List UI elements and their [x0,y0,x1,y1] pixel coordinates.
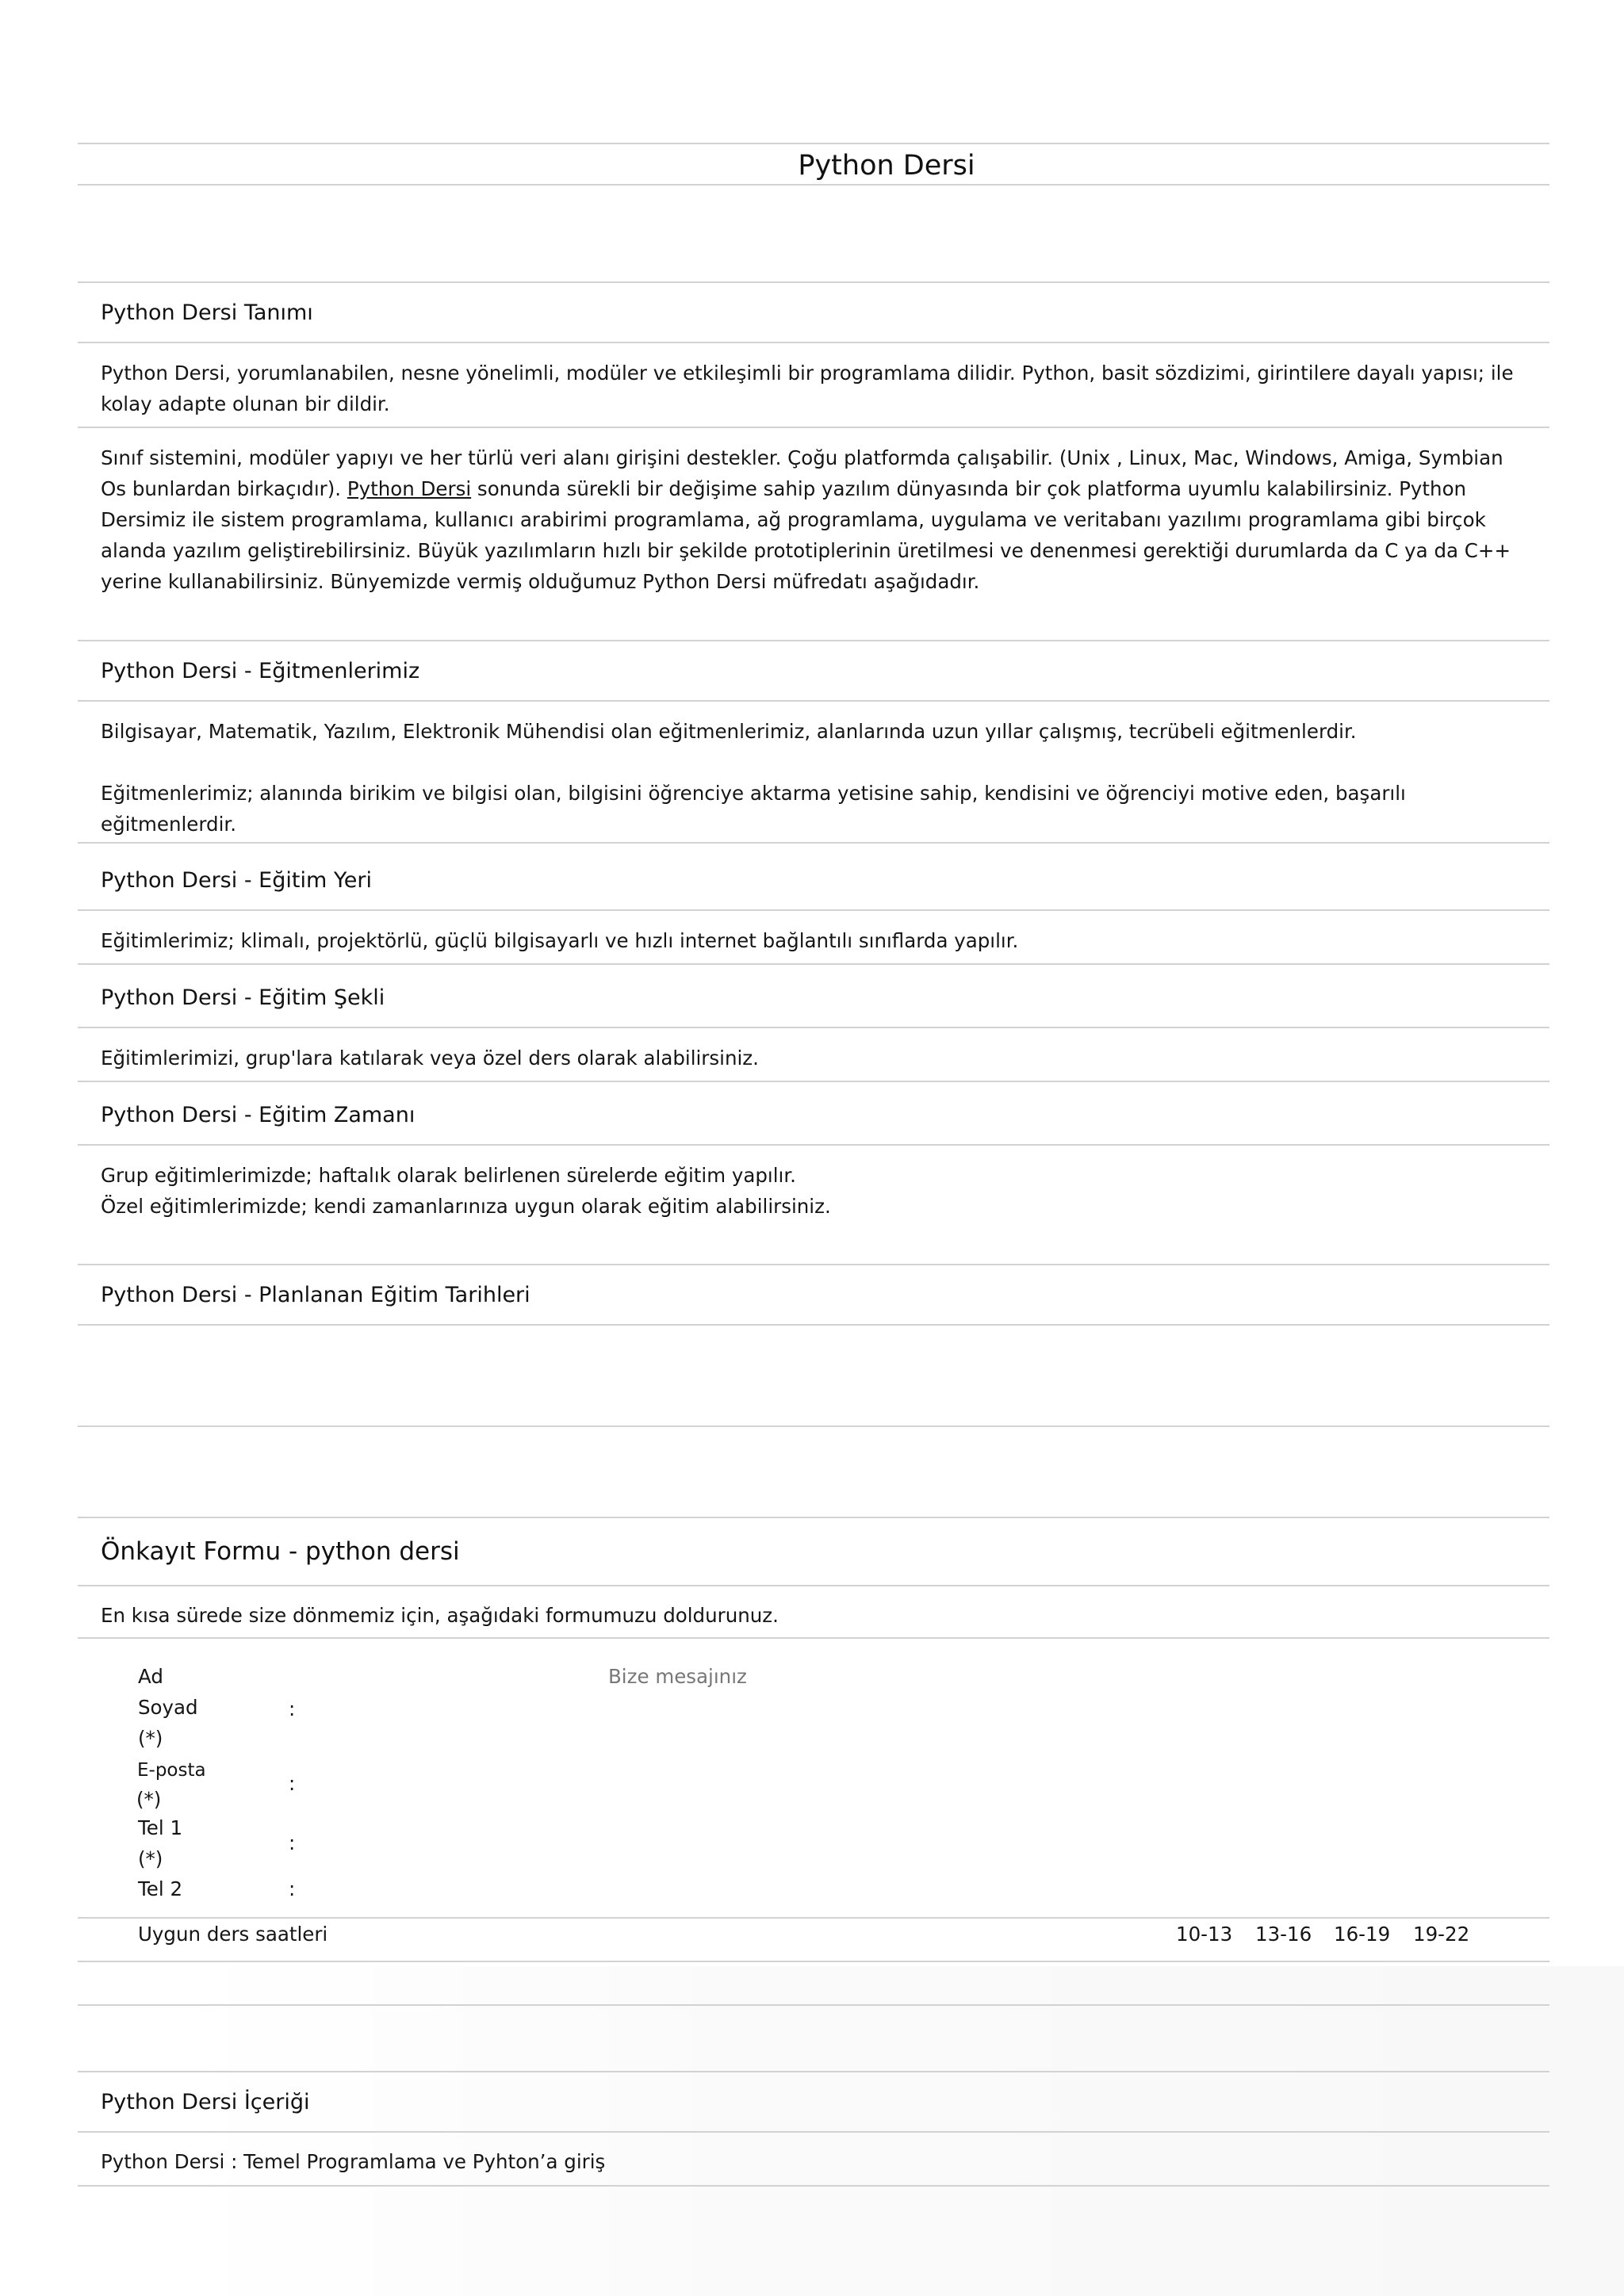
ad-label: Ad [138,1665,163,1688]
sekil-body [78,1028,1549,1082]
tel1-label: Tel 1 [138,1816,183,1839]
egitmenler-text-2: Eğitmenlerimiz; alanında birikim ve bilgisi olan, bilgisini öğrenciye aktarma yetisine sahip, kendisini ve öğrenciyi motive eden, başarılı eğitmenlerdir. [101,782,1406,836]
message-placeholder: Bize mesajınız [608,1665,747,1688]
soyad-label: Soyad [138,1696,198,1719]
tel2-label: Tel 2 [138,1877,183,1900]
section-title: Python Dersi - Eğitim Şekli [78,968,1549,1028]
egitmenler-body [78,702,1549,844]
section-title: Python Dersi - Eğitmenlerimiz [78,640,1549,702]
adsoyad-input[interactable] [289,1697,590,1720]
section-tanim [78,281,1549,597]
section-zaman [78,1085,1549,1222]
page-title: Python Dersi [78,143,1549,186]
form-title: Önkayıt Formu - python dersi [78,1517,1549,1586]
eposta-input[interactable] [289,1772,590,1795]
hour-option-4[interactable]: 19-22 [1413,1923,1470,1946]
egitmenler-text-1: Bilgisayar, Matematik, Yazılım, Elektronik Mühendisi olan eğitmenlerimiz, alanlarında uzun yıllar çalışmış, tecrübeli eğitmenlerdir. [101,720,1357,743]
zaman-text-2: Özel eğitimlerimizde; kendi zamanlarınıza uygun olarak eğitim alabilirsiniz. [101,1195,831,1218]
colon: : [289,1877,296,1900]
section-title: Python Dersi Tanımı [78,281,1549,343]
form-intro-text: En kısa sürede size dönmemiz için, aşağıdaki formumuzu doldurunuz. [101,1604,779,1627]
hour-option-1[interactable]: 10-13 [1176,1923,1233,1946]
divider [78,1425,1549,1427]
yer-body [78,911,1549,965]
hours-label: Uygun ders saatleri [138,1923,328,1946]
section-icerik [78,2071,1549,2187]
required-marker: (*) [138,1847,163,1870]
tanim-paragraph-2 [78,428,1549,597]
section-title: Python Dersi - Eğitim Yeri [78,851,1549,911]
colon: : [289,1772,296,1795]
tanim-text-2-end: sonunda sürekli bir değişime sahip yazılım dünyasında bir çok platforma uyumlu kalabilirsiniz. Python Dersimiz ile sistem programlama, kullanıcı arabirimi programlama, ağ programlama, uygulama ve veritabanı yazılımı programlama gibi birçok alanda yazılım geliştirebilirsiniz. Büyük yazılımların hızlı bir şekilde prototiplerinin üretilmesi ve denenmesi gerektiği durumlarda da C ya da C++ yerine kullanabilirsiniz. Bünyemizde vermiş olduğumuz Python Dersi müfredatı aşağıdadır. [101,477,1511,593]
icerik-body [78,2133,1549,2187]
tel2-input[interactable] [289,1877,590,1900]
section-yer [78,851,1549,965]
section-title: Python Dersi - Planlanan Eğitim Tarihleri [78,1264,1549,1326]
required-marker: (*) [138,1727,163,1750]
form-intro [78,1586,1549,1639]
colon: : [289,1831,296,1854]
divider [78,1917,1549,1919]
section-title: Python Dersi İçeriği [78,2071,1549,2133]
message-textarea[interactable] [608,1665,1163,1688]
required-marker: (*) [136,1788,162,1811]
sekil-text: Eğitimlerimizi, grup'lara katılarak veya özel ders olarak alabilirsiniz. [101,1047,759,1070]
zaman-body [78,1146,1549,1222]
icerik-text: Python Dersi : Temel Programlama ve Pyhton’a giriş [101,2150,606,2173]
section-tarihler [78,1264,1549,1326]
section-egitmenler [78,640,1549,844]
tanim-text-2-start: Sınıf sistemini, modüler yapıyı ve her türlü veri alanı girişini destekler. Çoğu platformda çalışabilir. (Unix , Linux, Mac, Windows, Amiga, Symbian Os bunlardan birkaçıdır). [101,446,1503,500]
tanim-paragraph-1 [78,343,1549,428]
tanim-text-2 [101,442,1526,597]
zaman-text-1: Grup eğitimlerimizde; haftalık olarak belirlenen sürelerde eğitim yapılır. [101,1164,796,1187]
hour-option-2[interactable]: 13-16 [1255,1923,1312,1946]
divider [78,1961,1549,1962]
section-sekil [78,968,1549,1082]
tanim-text-1: Python Dersi, yorumlanabilen, nesne yönelimli, modüler ve etkileşimli bir programlama dilidir. Python, basit sözdizimi, girintilere dayalı yapısı; ile kolay adapte olunan bir dildir. [101,362,1514,415]
section-title: Python Dersi - Eğitim Zamanı [78,1085,1549,1146]
divider [78,2004,1549,2006]
section-form [78,1517,1549,1639]
tel1-input[interactable] [289,1831,590,1854]
hour-option-3[interactable]: 16-19 [1334,1923,1391,1946]
eposta-label: E-posta [137,1760,206,1781]
yer-text: Eğitimlerimiz; klimalı, projektörlü, güçlü bilgisayarlı ve hızlı internet bağlantılı sınıflarda yapılır. [101,929,1019,952]
colon: : [289,1697,296,1720]
python-dersi-link[interactable]: Python Dersi [347,477,472,500]
